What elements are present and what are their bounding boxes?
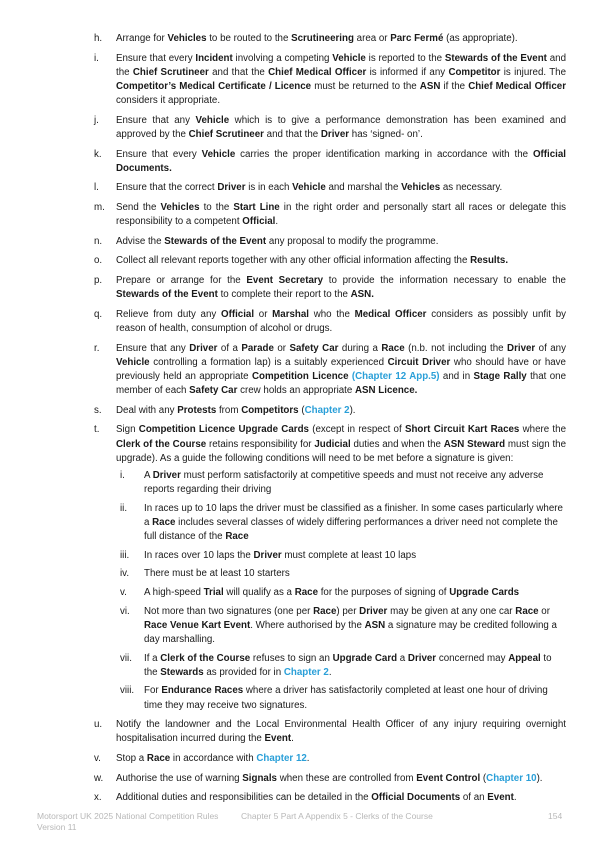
sub-list-item xyxy=(116,605,566,648)
text-run: Additional duties and responsibilities can be detailed in the xyxy=(116,792,372,804)
list-item-text xyxy=(116,309,566,334)
list-marker: t. xyxy=(94,424,100,436)
page-number: 154 xyxy=(548,811,563,821)
list-item xyxy=(94,32,566,46)
text-run: from xyxy=(216,404,242,416)
bold-term: Driver xyxy=(152,469,181,481)
sub-list-item-text xyxy=(144,587,519,598)
bold-term: Parade xyxy=(241,342,274,354)
list-item-text xyxy=(116,202,566,227)
text-run: must sign the upgrade). As a guide the following conditions will need to be met before a signature is given: xyxy=(116,438,566,464)
list-item xyxy=(94,201,566,229)
list-marker: q. xyxy=(94,308,103,320)
list-item xyxy=(94,114,566,142)
sub-list-item xyxy=(116,502,566,545)
text-run: Ensure that any xyxy=(116,342,190,354)
bold-term: Stewards of the Event xyxy=(164,235,267,247)
chapter-reference-link[interactable]: Chapter 2 xyxy=(304,404,350,416)
bold-term: Official Documents. xyxy=(116,148,566,174)
text-run: . xyxy=(328,666,332,678)
chapter-reference-link[interactable]: Chapter 10 xyxy=(486,772,537,784)
duties-list xyxy=(94,32,566,811)
text-run: and that the xyxy=(208,66,269,78)
text-run: has ‘signed- on’. xyxy=(349,129,423,140)
text-run: if the xyxy=(440,81,469,92)
text-run: during a xyxy=(338,342,382,354)
list-marker: l. xyxy=(94,182,99,194)
list-marker: i. xyxy=(94,52,99,64)
text-run: must perform satisfactorily at competitive speeds and must not receive any adverse reports regarding their driving xyxy=(144,469,544,496)
list-item xyxy=(94,404,566,418)
bold-term: Race xyxy=(152,516,176,528)
text-run: of a xyxy=(217,342,242,354)
bold-term: Driver xyxy=(407,652,437,664)
list-item xyxy=(94,274,566,302)
bold-term: Driver xyxy=(253,549,282,561)
text-run: . xyxy=(275,216,279,228)
text-run: Arrange for xyxy=(116,33,168,44)
text-run: Sign xyxy=(116,424,139,436)
sub-list-item-text xyxy=(144,550,416,561)
bold-term: Upgrade Card xyxy=(332,652,398,664)
text-run: a xyxy=(397,652,408,664)
list-marker: w. xyxy=(94,772,104,784)
list-item xyxy=(94,181,566,195)
list-item xyxy=(94,342,566,399)
text-run: is injured. The xyxy=(500,66,567,78)
text-run: to the xyxy=(199,201,234,213)
bold-term: Safety Car xyxy=(289,342,339,354)
text-run: Stop a xyxy=(116,752,147,764)
bold-term: Stewards xyxy=(160,666,204,678)
text-run: to be routed to the xyxy=(206,33,292,44)
text-run: . xyxy=(513,792,517,804)
text-run: A xyxy=(144,469,153,481)
bold-term: ASN. xyxy=(350,289,374,301)
chapter-reference-link[interactable]: (Chapter 12 App.5) xyxy=(351,370,440,382)
text-run: when these are controlled from xyxy=(276,772,417,784)
footer-version: Version 11 xyxy=(37,822,77,832)
text-run: Send the xyxy=(116,201,161,213)
text-run: If a xyxy=(144,652,161,664)
bold-term: Marshal xyxy=(272,308,310,320)
text-run: to the xyxy=(144,652,552,678)
bold-term: Protests xyxy=(177,404,217,416)
text-run: A high-speed xyxy=(144,586,204,598)
list-marker: v. xyxy=(94,752,101,764)
bold-term: Trial xyxy=(203,586,224,598)
text-run: or xyxy=(538,605,550,617)
sub-list-item-text xyxy=(144,503,563,542)
text-run: any proposal to modify the programme. xyxy=(266,235,439,247)
bold-term: Clerk of the Course xyxy=(160,652,251,664)
bold-term: Stewards of the Event xyxy=(444,52,547,64)
list-item xyxy=(94,772,566,786)
bold-term: Safety Car xyxy=(189,385,238,397)
list-marker: u. xyxy=(94,719,103,731)
text-run: must complete at least 10 laps xyxy=(281,549,417,561)
list-marker: j. xyxy=(94,114,99,126)
sub-list xyxy=(116,469,566,713)
text-run: includes several classes of widely differing performances a driver need not complete the full distance of the xyxy=(144,516,558,543)
bold-term: Official xyxy=(221,308,255,320)
bold-term: Appeal xyxy=(508,652,541,664)
text-run: refuses to sign an xyxy=(250,652,333,664)
sub-list-marker: vi. xyxy=(120,605,130,617)
bold-term: Driver xyxy=(359,605,388,617)
list-item xyxy=(94,752,566,766)
text-run: (except in respect of xyxy=(308,424,405,436)
text-run: must be returned to the xyxy=(311,81,420,92)
list-item-text xyxy=(116,182,502,193)
text-run: For xyxy=(144,685,162,697)
text-run: and in xyxy=(439,370,474,382)
sub-list-item xyxy=(116,549,566,563)
sub-list-item-text xyxy=(144,606,557,645)
text-run: to provide the information necessary to enable the xyxy=(323,274,566,286)
list-item xyxy=(94,791,566,805)
text-run: Deal with any xyxy=(116,404,178,416)
text-run: which is to give a performance demonstration has been examined and approved by the xyxy=(116,114,566,140)
bold-term: Vehicle xyxy=(332,52,366,64)
bold-term: Vehicle xyxy=(195,114,230,126)
text-run: There must be at least 10 starters xyxy=(144,568,290,580)
text-run: a signature may be credited following a day marshalling. xyxy=(144,619,557,645)
text-run: carries the proper identification marking in accordance with the xyxy=(235,148,533,160)
bold-term: Race xyxy=(225,531,249,543)
list-item-text xyxy=(116,236,438,247)
bold-term: Stage Rally xyxy=(473,370,527,382)
bold-term: Driver xyxy=(320,129,350,140)
text-run: ( xyxy=(298,404,305,416)
text-run: Relieve from duty any xyxy=(116,308,221,320)
bold-term: Chief Scrutineer xyxy=(188,129,264,140)
list-item-text xyxy=(116,792,517,803)
chapter-reference-link[interactable]: Chapter 12 xyxy=(256,752,307,764)
text-run: Ensure that every xyxy=(116,52,196,64)
text-run: is reported to the xyxy=(365,52,445,64)
text-run: is in each xyxy=(245,182,293,194)
list-marker: p. xyxy=(94,274,103,286)
text-run: Prepare or arrange for the xyxy=(116,274,247,286)
text-run: (as appropriate). xyxy=(443,33,518,44)
sub-list-item xyxy=(116,586,566,600)
text-run: for the purposes of signing of xyxy=(318,586,450,598)
bold-term: Race Venue Kart Event xyxy=(144,619,251,631)
list-item-text xyxy=(116,115,566,140)
bold-term: ASN Licence. xyxy=(355,385,418,397)
list-item-text xyxy=(116,53,566,107)
sub-list-marker: ii. xyxy=(120,502,128,514)
text-run: in accordance with xyxy=(170,752,257,764)
text-run: In races over 10 laps the xyxy=(144,549,254,561)
bold-term: ASN xyxy=(419,81,441,92)
list-item-text xyxy=(116,405,356,416)
text-run: in the right order and personally start all races or delegate this responsibility to a competent xyxy=(116,201,566,228)
bold-term: Circuit Driver xyxy=(387,356,451,368)
bold-term: Start Line xyxy=(233,201,280,213)
bold-term: Driver xyxy=(507,342,536,354)
text-run: Notify the landowner and the Local Environmental Health Officer of any injury requiring overnight hospitalisation incurred during the xyxy=(116,719,566,745)
list-item-text xyxy=(116,424,566,463)
list-marker: n. xyxy=(94,235,103,247)
text-run: will qualify as a xyxy=(223,586,295,598)
sub-list-item xyxy=(116,469,566,497)
bold-term: Event Secretary xyxy=(246,274,324,286)
bold-term: Vehicle xyxy=(116,356,150,368)
sub-list-marker: i. xyxy=(120,469,125,481)
bold-term: Competitors xyxy=(241,404,299,416)
bold-term: Clerk of the Course xyxy=(116,438,207,450)
text-run: of an xyxy=(460,792,488,804)
sub-list-item xyxy=(116,684,566,712)
bold-term: Competitor’s Medical Certificate / Licence xyxy=(116,81,312,92)
sub-list-item xyxy=(116,652,566,680)
sub-list-marker: v. xyxy=(120,586,127,598)
list-item xyxy=(94,148,566,176)
text-run: as necessary. xyxy=(440,182,503,194)
sub-list-item-text xyxy=(144,568,290,579)
list-item-text xyxy=(116,275,566,300)
bold-term: Scrutineering xyxy=(291,33,354,44)
sub-list-marker: vii. xyxy=(120,652,132,664)
text-run: that one member of each xyxy=(116,370,566,397)
sub-list-marker: iv. xyxy=(120,568,130,580)
bold-term: Race xyxy=(313,605,337,617)
list-marker: o. xyxy=(94,255,103,267)
bold-term: Judicial xyxy=(314,438,351,450)
bold-term: ASN Steward xyxy=(443,438,506,450)
text-run: Ensure that the correct xyxy=(116,182,218,194)
list-item-text xyxy=(116,149,566,174)
text-run: where a driver has satisfactorily completed at least one hour of driving time they may receive two signatures. xyxy=(144,685,548,711)
list-marker: m. xyxy=(94,201,105,213)
sub-list-item xyxy=(116,567,566,581)
bold-term: Race xyxy=(146,752,171,764)
bold-term: Official xyxy=(242,216,276,228)
sub-list-marker: viii. xyxy=(120,685,135,697)
bold-term: Stewards of the Event xyxy=(116,289,218,301)
sub-list-item-text xyxy=(144,653,552,678)
text-run: considers as possibly unfit by reason of health, consumption of alcohol or drugs. xyxy=(116,308,566,334)
text-run: ) per xyxy=(336,605,360,617)
footer-title: Motorsport UK 2025 National Competition Rules xyxy=(37,811,219,821)
text-run: area or xyxy=(353,33,391,44)
footer-publication xyxy=(37,811,218,833)
text-run: ). xyxy=(349,404,356,416)
chapter-reference-link[interactable]: Chapter 2 xyxy=(283,666,329,678)
bold-term: Vehicles xyxy=(401,182,441,194)
text-run: . xyxy=(291,733,294,745)
text-run: Not more than two signatures (one per xyxy=(144,605,314,617)
text-run: who should have or have previously held an appropriate xyxy=(116,356,566,382)
list-item-text xyxy=(116,753,310,764)
text-run: Ensure that every xyxy=(116,148,202,160)
list-marker: x. xyxy=(94,792,102,804)
list-item xyxy=(94,52,566,109)
bold-term: Competition Licence xyxy=(251,370,349,382)
bold-term: Driver xyxy=(217,182,246,194)
list-marker: h. xyxy=(94,33,103,44)
text-run: ). xyxy=(536,772,543,784)
text-run: In races up to 10 laps the driver must be classified as a finisher. In some cases particularly where a xyxy=(144,502,563,528)
bold-term: ASN xyxy=(364,619,386,631)
text-run: . Where authorised by the xyxy=(250,619,365,631)
text-run: crew holds an appropriate xyxy=(237,385,356,397)
list-item-text xyxy=(116,773,543,784)
sub-list-item-text xyxy=(144,685,548,710)
list-item-text xyxy=(116,33,518,44)
text-run: and marshal the xyxy=(325,182,402,194)
text-run: controlling a formation lap) is a suitably experienced xyxy=(149,356,388,368)
text-run: or xyxy=(273,342,290,354)
text-run: (n.b. not including the xyxy=(404,342,508,354)
list-item xyxy=(94,308,566,336)
bold-term: Vehicle xyxy=(201,148,236,160)
text-run: or xyxy=(254,308,273,320)
list-item-text xyxy=(116,255,508,266)
bold-term: Endurance Races xyxy=(161,685,244,697)
list-item xyxy=(94,254,566,268)
list-marker: r. xyxy=(94,342,100,354)
text-run: who the xyxy=(309,308,355,320)
text-run: as provided for in xyxy=(203,666,284,678)
bold-term: Vehicles xyxy=(160,201,200,213)
bold-term: Vehicle xyxy=(292,182,326,194)
text-run: Ensure that any xyxy=(116,114,196,126)
text-run: is informed if any xyxy=(366,66,449,78)
list-item xyxy=(94,423,566,712)
bold-term: Event xyxy=(264,733,292,745)
bold-term: Race xyxy=(381,342,405,354)
bold-term: Competition Licence Upgrade Cards xyxy=(138,424,309,436)
text-run: ( xyxy=(480,772,487,784)
list-item-text xyxy=(116,719,566,744)
footer-chapter: Chapter 5 Part A Appendix 5 - Clerks of the Course xyxy=(241,811,433,821)
text-run: where the xyxy=(519,424,566,436)
text-run: Advise the xyxy=(116,235,165,247)
sub-list-marker: iii. xyxy=(120,549,130,561)
bold-term: Medical Officer xyxy=(354,308,427,320)
bold-term: Results. xyxy=(470,255,509,267)
bold-term: Driver xyxy=(189,342,218,354)
text-run: and the xyxy=(116,52,566,78)
list-item-text xyxy=(116,343,566,397)
bold-term: Signals xyxy=(242,772,277,784)
bold-term: Race xyxy=(294,586,319,598)
bold-term: Short Circuit Kart Races xyxy=(404,424,520,436)
text-run: and that the xyxy=(263,129,321,140)
bold-term: Vehicles xyxy=(167,33,207,44)
text-run: . xyxy=(306,752,310,764)
list-item xyxy=(94,718,566,746)
bold-term: Chief Scrutineer xyxy=(132,66,209,78)
bold-term: Chief Medical Officer xyxy=(268,66,367,78)
text-run: duties and when the xyxy=(350,438,444,450)
bold-term: Upgrade Cards xyxy=(449,586,520,598)
list-item xyxy=(94,235,566,249)
bold-term: Incident xyxy=(195,52,233,64)
list-marker: s. xyxy=(94,404,102,416)
text-run: may be given at any one car xyxy=(387,605,516,617)
bold-term: Official Documents xyxy=(371,792,461,804)
bold-term: Competitor xyxy=(448,66,501,78)
bold-term: Parc Fermé xyxy=(390,33,444,44)
text-run: considers it appropriate. xyxy=(116,95,221,107)
text-run: involving a competing xyxy=(232,52,333,64)
text-run: concerned may xyxy=(436,652,509,664)
text-run: to complete their report to the xyxy=(217,289,351,301)
bold-term: Event xyxy=(487,792,514,804)
text-run: Collect all relevant reports together with any other official information affecting the xyxy=(116,255,471,267)
sub-list-item-text xyxy=(144,470,543,495)
text-run: of any xyxy=(535,342,566,354)
text-run: Authorise the use of warning xyxy=(116,772,243,784)
bold-term: Race xyxy=(515,605,539,617)
list-marker: k. xyxy=(94,148,102,160)
bold-term: Event Control xyxy=(416,772,481,784)
bold-term: Chief Medical Officer xyxy=(468,81,566,92)
text-run: retains responsibility for xyxy=(206,438,315,450)
